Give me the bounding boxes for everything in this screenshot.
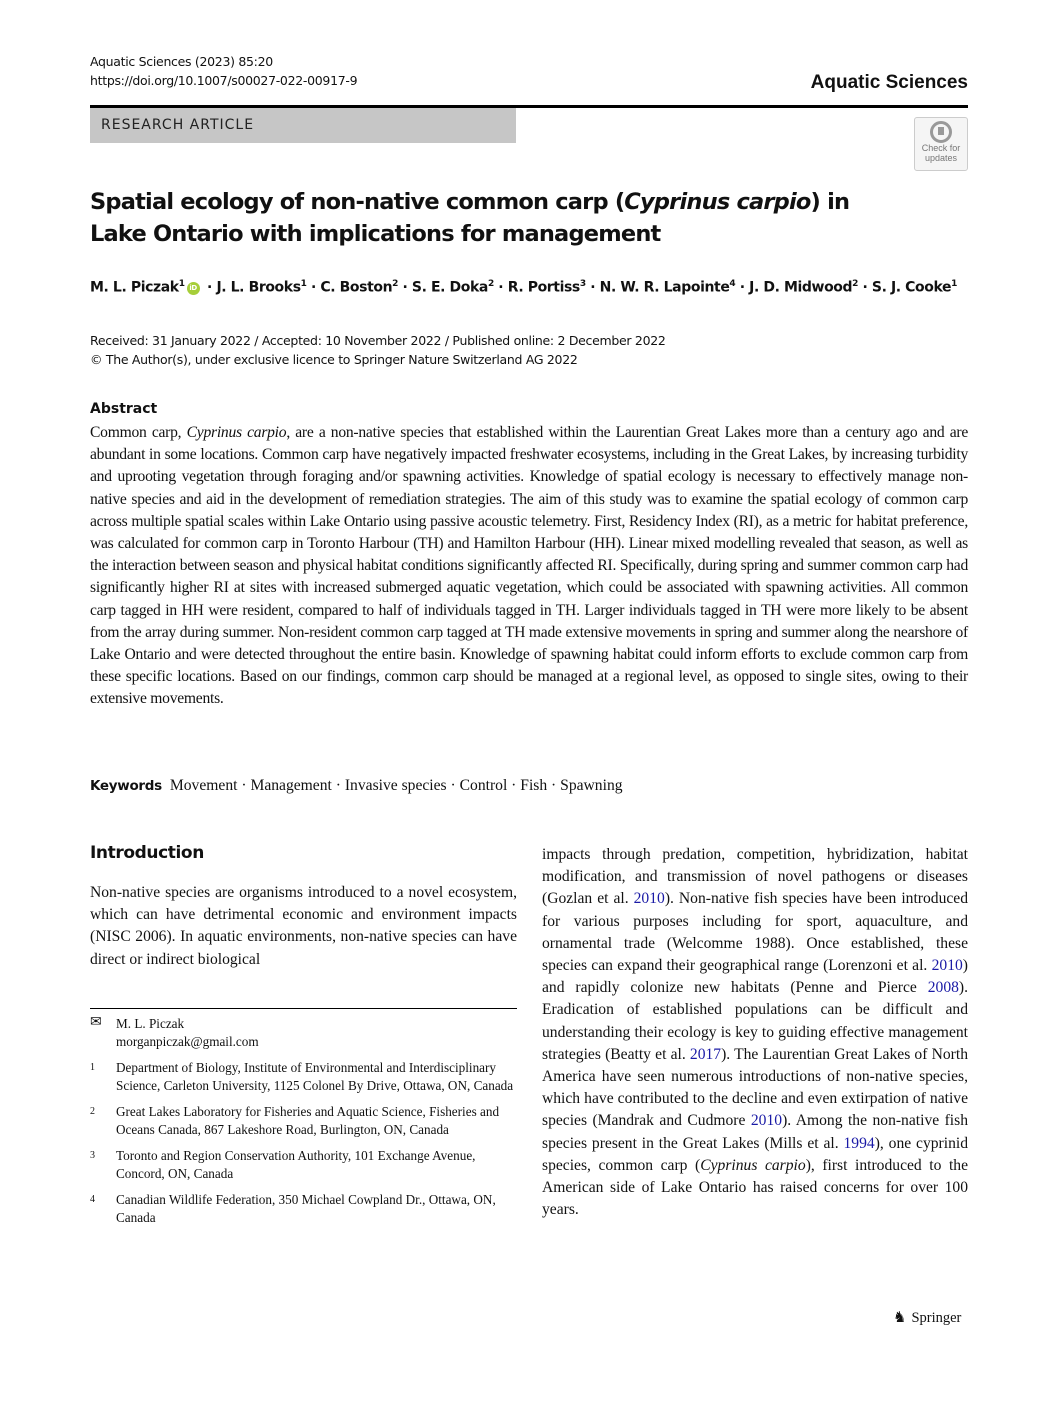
keyword-list	[170, 777, 623, 794]
check-for-updates-icon	[930, 121, 952, 143]
keyword: Control	[459, 777, 508, 794]
author-separator: ·	[735, 279, 750, 296]
affiliation-number: 4	[90, 1194, 95, 1205]
intro-left-column: Non-native species are organisms introduced to a novel ecosystem, which can have detrimental economic and environment impacts (NISC 2006). In aquatic environments, non-native species can have direct or indirect biological	[90, 884, 517, 968]
keyword: Management	[250, 777, 332, 794]
title-species: Cyprinus carpio	[624, 189, 811, 215]
citation-link[interactable]: 2017	[689, 1045, 722, 1063]
footnotes	[90, 1015, 517, 1235]
author-name[interactable]: N. W. R. Lapointe	[599, 279, 730, 296]
abstract-text	[90, 422, 968, 711]
journal-citation: Aquatic Sciences (2023) 85:20	[90, 54, 273, 69]
intro-text: ) and rapidly colonize new habitats (Penne and Pierce	[542, 957, 968, 997]
article-type-label: RESEARCH ARTICLE	[101, 117, 255, 133]
author-name[interactable]: J. L. Brooks	[216, 279, 301, 296]
abstract-heading: Abstract	[90, 401, 158, 417]
affiliation-number: 1	[90, 1062, 95, 1073]
author-name[interactable]: R. Portiss	[507, 279, 580, 296]
keyword: Invasive species	[344, 777, 447, 794]
intro-right-column	[542, 844, 968, 1221]
author-affiliation-ref[interactable]: 1	[951, 279, 957, 289]
keyword-separator: ·	[331, 777, 345, 794]
keyword: Spawning	[560, 777, 623, 794]
author-separator: ·	[493, 279, 508, 296]
affiliation	[90, 1059, 517, 1094]
publication-dates	[90, 331, 666, 369]
citation-link[interactable]: 2010	[633, 890, 665, 908]
intro-text: ), first introduced to the American side of Lake Ontario has raised concerns for over 100 years.	[542, 1156, 969, 1219]
author-affiliation-ref[interactable]: 2	[392, 279, 399, 289]
author-list	[90, 279, 990, 296]
corresponding-author: M. L. Piczak	[116, 1016, 185, 1031]
author-affiliation-ref[interactable]: 4	[729, 279, 736, 289]
envelope-icon: ✉	[90, 1015, 102, 1030]
author-name[interactable]: C. Boston	[320, 279, 393, 296]
author-affiliation-ref[interactable]: 1	[300, 279, 307, 289]
keywords-label: Keywords	[90, 778, 162, 794]
author-separator: ·	[585, 279, 600, 296]
orcid-icon[interactable]: iD	[187, 282, 200, 295]
publisher-name: Springer	[911, 1310, 962, 1326]
title-part2: ) in Lake Ontario with implications for management	[90, 189, 850, 247]
citation-link[interactable]: 2008	[927, 979, 959, 997]
author-email[interactable]: morganpiczak@gmail.com	[116, 1033, 259, 1049]
abstract-species: Cyprinus carpio	[186, 424, 287, 441]
keyword-separator: ·	[237, 777, 251, 794]
check-updates-line1: Check for	[921, 143, 961, 153]
article-title	[90, 186, 910, 250]
check-for-updates-button[interactable]	[914, 117, 968, 171]
author-affiliation-ref[interactable]: 2	[487, 279, 494, 289]
doi-link[interactable]: https://doi.org/10.1007/s00027-022-00917-9	[90, 73, 358, 88]
author-name[interactable]: J. D. Midwood	[749, 279, 853, 296]
intro-text: ). Eradication of established populations can be difficult and understanding their ecology is key to guiding effective management strategies (Beatty et al.	[542, 979, 968, 1063]
author-affiliation-ref[interactable]: 3	[579, 279, 586, 289]
affiliation-text: Department of Biology, Institute of Environmental and Interdisciplinary Science, Carleton University, 1125 Colonel By Drive, Ottawa, ON, Canada	[116, 1060, 514, 1093]
keyword: Fish	[520, 777, 548, 794]
abstract-post: , are a non-native species that established within the Laurentian Great Lakes more than a century ago and are abundant in some locations. Common carp have negatively impacted freshwater ecosystems, including in the Great Lakes, by increasing turbidity and uprooting vegetation through foraging and/or spawning activities. Knowledge of spatial ecology is necessary to effectively manage non-native species and aid in the development of remediation strategies. The aim of this study was to examine the spatial ecology of common carp across multiple spatial scales within Lake Ontario using passive acoustic telemetry. First, Residency Index (RI), as a metric for habitat preference, was calculated for common carp in Toronto Harbour (TH) and Hamilton Harbour (HH). Linear mixed modelling revealed that season, as well as the interaction between season and physical habitat conditions significantly affected RI. Specifically, during spring and summer common carp had significantly higher RI at sites with increased submerged aquatic vegetation, which could be associated with spawning activities. All common carp tagged in HH were resident, compared to half of individuals tagged in TH. Larger individuals tagged in TH were more likely to be absent from the array during summer. Non-resident common carp tagged at TH made extensive movements in spring and summer along the nearshore of Lake Ontario and were detected throughout the entire basin. Knowledge of spawning habitat could inform efforts to exclude common carp from these specific locations. Based on our findings, common carp should be managed at a regional level, as opposed to single sites, owing to their extensive movements.	[90, 424, 968, 708]
keyword-separator: ·	[446, 777, 460, 794]
affiliation	[90, 1191, 517, 1226]
title-part1: Spatial ecology of non-native common carp (	[90, 189, 625, 215]
correspondence	[90, 1015, 517, 1050]
affiliation	[90, 1147, 517, 1182]
author-affiliation-ref[interactable]: 1	[178, 279, 185, 289]
citation-link[interactable]: 1994	[843, 1134, 875, 1152]
intro-text: ). The Laurentian Great Lakes of North America have seen numerous introductions of non-native species, which have contributed to the decline and even extirpation of native species (Mandrak and Cudmore	[542, 1045, 968, 1130]
author-name[interactable]: S. E. Doka	[411, 279, 488, 296]
author-affiliation-ref[interactable]: 2	[852, 279, 859, 289]
keyword: Movement	[169, 777, 238, 794]
author-name[interactable]: M. L. Piczak	[90, 279, 179, 296]
author-separator: ·	[398, 279, 412, 296]
author-separator: ·	[858, 279, 872, 296]
citation-link[interactable]: 2010	[931, 957, 963, 975]
author-name[interactable]: S. J. Cooke	[871, 279, 952, 296]
affiliation-text: Toronto and Region Conservation Authority, 101 Exchange Avenue, Concord, ON, Canada	[116, 1148, 476, 1181]
affiliation-text: Great Lakes Laboratory for Fisheries and Aquatic Science, Fisheries and Oceans Canada, 867 Lakeshore Road, Burlington, ON, Canada	[116, 1104, 500, 1137]
affiliation-text: Canadian Wildlife Federation, 350 Michael Cowpland Dr., Ottawa, ON, Canada	[116, 1192, 496, 1225]
copyright: © The Author(s), under exclusive licence to Springer Nature Switzerland AG 2022	[90, 352, 578, 367]
springer-horse-icon: ♞	[893, 1310, 907, 1326]
publisher-logo	[893, 1308, 961, 1327]
check-updates-line2: updates	[924, 153, 958, 163]
citation-link[interactable]: 2010	[750, 1112, 783, 1130]
author-separator: ·	[306, 279, 321, 296]
keywords	[90, 777, 623, 795]
keyword-separator: ·	[507, 777, 521, 794]
history-dates: Received: 31 January 2022 / Accepted: 10 November 2022 / Published online: 2 December 2022	[90, 333, 666, 348]
intro-text: ). Among the non-native fish species present in the Great Lakes (Mills et al.	[542, 1112, 968, 1152]
author-separator: ·	[202, 279, 217, 296]
journal-brand: Aquatic Sciences	[810, 72, 968, 93]
affiliation-number: 2	[90, 1106, 95, 1117]
intro-species: Cyprinus carpio	[700, 1156, 806, 1174]
affiliation-list	[90, 1059, 517, 1226]
intro-text: ), one cyprinid species, common carp (	[542, 1134, 969, 1174]
journal-meta	[90, 52, 357, 90]
affiliation-number: 3	[90, 1150, 95, 1161]
introduction-heading: Introduction	[90, 843, 204, 863]
affiliation	[90, 1103, 517, 1138]
intro-text: ). Non-native fish species have been introduced for various purposes including for sport, aquaculture, and ornamental trade (Welcomme 1988). Once established, these species can expand their geographical range (Lorenzoni et al.	[542, 890, 969, 975]
intro-text: impacts through predation, competition, hybridization, habitat modification, and transmission of novel pathogens or diseases (Gozlan et al.	[542, 846, 968, 908]
footnote-rule	[90, 1008, 517, 1009]
keyword-separator: ·	[547, 777, 561, 794]
abstract-pre: Common carp,	[90, 424, 187, 441]
